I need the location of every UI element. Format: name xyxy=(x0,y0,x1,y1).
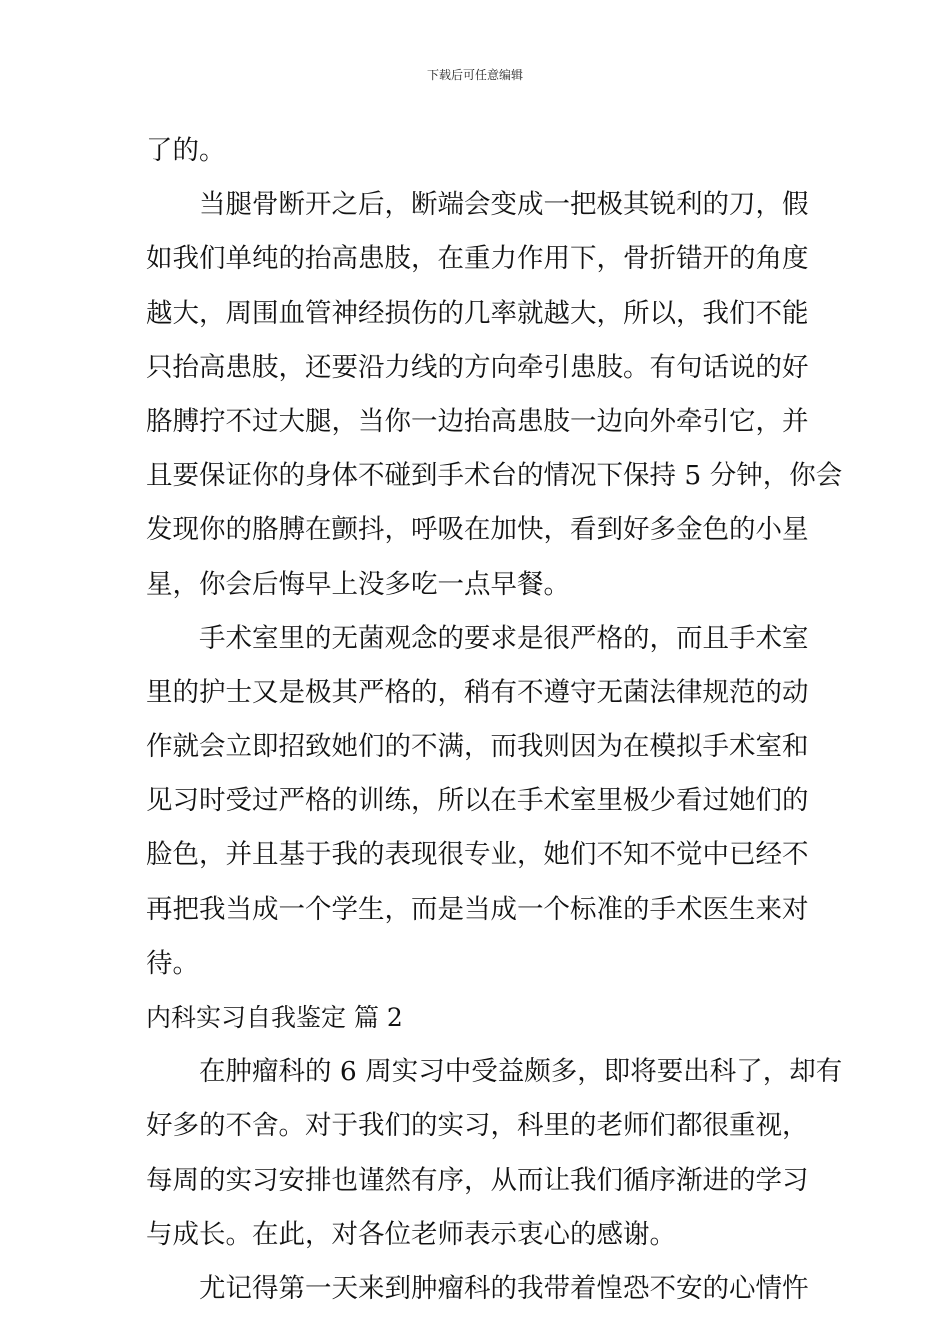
text-line: 再把我当成一个学生，而是当成一个标准的手术医生来对 xyxy=(146,893,809,925)
text-line: 作就会立即招致她们的不满，而我则因为在模拟手术室和 xyxy=(146,731,809,763)
text-line: 见习时受过严格的训练，所以在手术室里极少看过她们的 xyxy=(146,785,809,817)
text-line: 了的。 xyxy=(146,135,226,166)
text-line: 里的护士又是极其严格的，稍有不遵守无菌法律规范的动 xyxy=(146,676,809,708)
text-line: 在肿瘤科的 6 周实习中受益颇多，即将要出科了，却有 xyxy=(199,1056,843,1088)
text-line: 发现你的胳膊在颤抖，呼吸在加快，看到好多金色的小星 xyxy=(146,514,809,546)
text-line: 待。 xyxy=(146,947,199,979)
text-line: 只抬高患肢，还要沿力线的方向牵引患肢。有句话说的好 xyxy=(146,351,809,383)
text-line: 且要保证你的身体不碰到手术台的情况下保持 5 分钟，你会 xyxy=(146,460,843,492)
text-line: 脸色，并且基于我的表现很专业，她们不知不觉中已经不 xyxy=(146,839,809,871)
text-line: 手术室里的无菌观念的要求是很严格的，而且手术室 xyxy=(199,622,809,654)
text-line: 当腿骨断开之后，断端会变成一把极其锐利的刀，假 xyxy=(199,189,809,221)
text-line: 星，你会后悔早上没多吃一点早餐。 xyxy=(146,568,570,600)
text-line: 好多的不舍。对于我们的实习，科里的老师们都很重视， xyxy=(146,1110,809,1142)
page-header: 下载后可任意编辑 xyxy=(426,68,523,82)
text-line: 每周的实习安排也谨然有序，从而让我们循序渐进的学习 xyxy=(146,1164,809,1196)
text-line: 越大，周围血管神经损伤的几率就越大，所以，我们不能 xyxy=(146,297,809,329)
document-body xyxy=(146,124,843,1316)
text-line: 如我们单纯的抬高患肢，在重力作用下，骨折错开的角度 xyxy=(146,243,809,275)
text-line: 与成长。在此，对各位老师表示衷心的感谢。 xyxy=(146,1218,676,1250)
text-line: 胳膊拧不过大腿，当你一边抬高患肢一边向外牵引它，并 xyxy=(146,405,809,437)
section-heading: 内科实习自我鉴定 篇 2 xyxy=(146,1003,403,1032)
text-line: 尤记得第一天来到肿瘤科的我带着惶恐不安的心情忤 xyxy=(199,1272,809,1304)
